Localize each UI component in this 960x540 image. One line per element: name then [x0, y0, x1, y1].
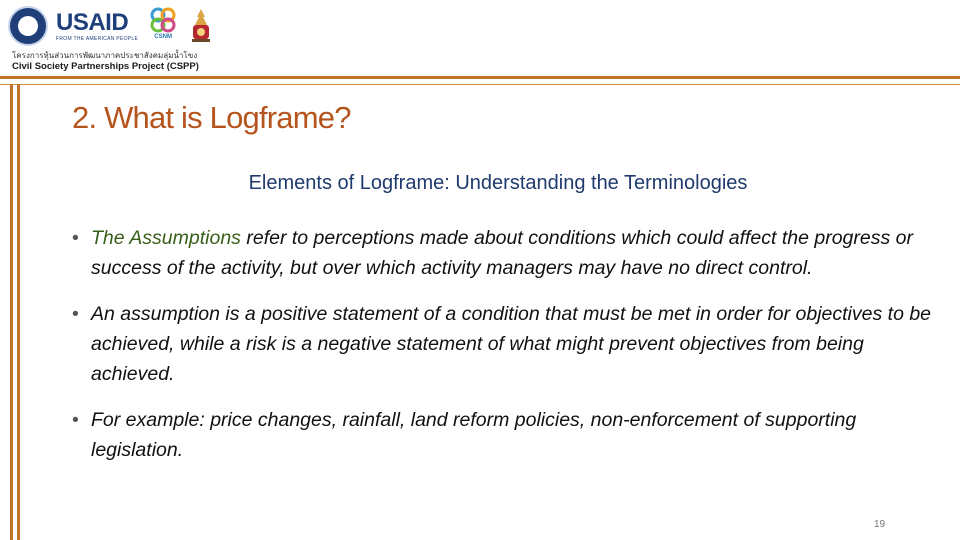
left-frame-line [17, 84, 20, 540]
usaid-logo-text: USAID [56, 8, 129, 36]
project-name-thai: โครงการหุ้นส่วนการพัฒนาภาคประชาสังคมลุ่มน้ำโขง [12, 51, 198, 60]
csnm-logo-icon [149, 6, 177, 34]
page-number: 19 [874, 519, 886, 530]
thai-crest-icon [188, 7, 214, 45]
usaid-logo-tagline: FROM THE AMERICAN PEOPLE [56, 35, 139, 42]
bullet-dot: • [72, 227, 79, 249]
header-divider-thin [0, 84, 960, 85]
slide-subtitle: Elements of Logframe: Understanding the Terminologies [248, 172, 748, 194]
bullet-dot: • [72, 303, 79, 325]
bullet-item [72, 223, 932, 283]
bullet-dot: • [72, 409, 79, 431]
bullet-list [72, 223, 932, 465]
bullet-item [72, 405, 932, 465]
left-frame-line [10, 84, 13, 540]
usaid-logo [56, 8, 139, 42]
bullet-text: refer to perceptions made about conditions which could affect the progress or success of the activity, but over which activity managers may have no direct control. [91, 227, 913, 279]
csnm-logo [146, 6, 180, 46]
bullet-highlight: The Assumptions [91, 227, 241, 249]
bullet-item [72, 299, 932, 389]
csnm-logo-text: CSNM [154, 34, 172, 40]
project-name-english: Civil Society Partnerships Project (CSPP) [12, 61, 199, 72]
bullet-text: For example: price changes, rainfall, land reform policies, non-enforcement of supporting legislation. [91, 409, 857, 461]
bullet-text: An assumption is a positive statement of a condition that must be met in order for objectives to be achieved, while a risk is a negative statement of what might prevent objectives from being achieved. [91, 303, 932, 385]
header-divider [0, 76, 960, 79]
logo-strip [8, 4, 214, 48]
slide-title: 2. What is Logframe? [72, 100, 351, 135]
usaid-seal-icon [8, 6, 48, 46]
